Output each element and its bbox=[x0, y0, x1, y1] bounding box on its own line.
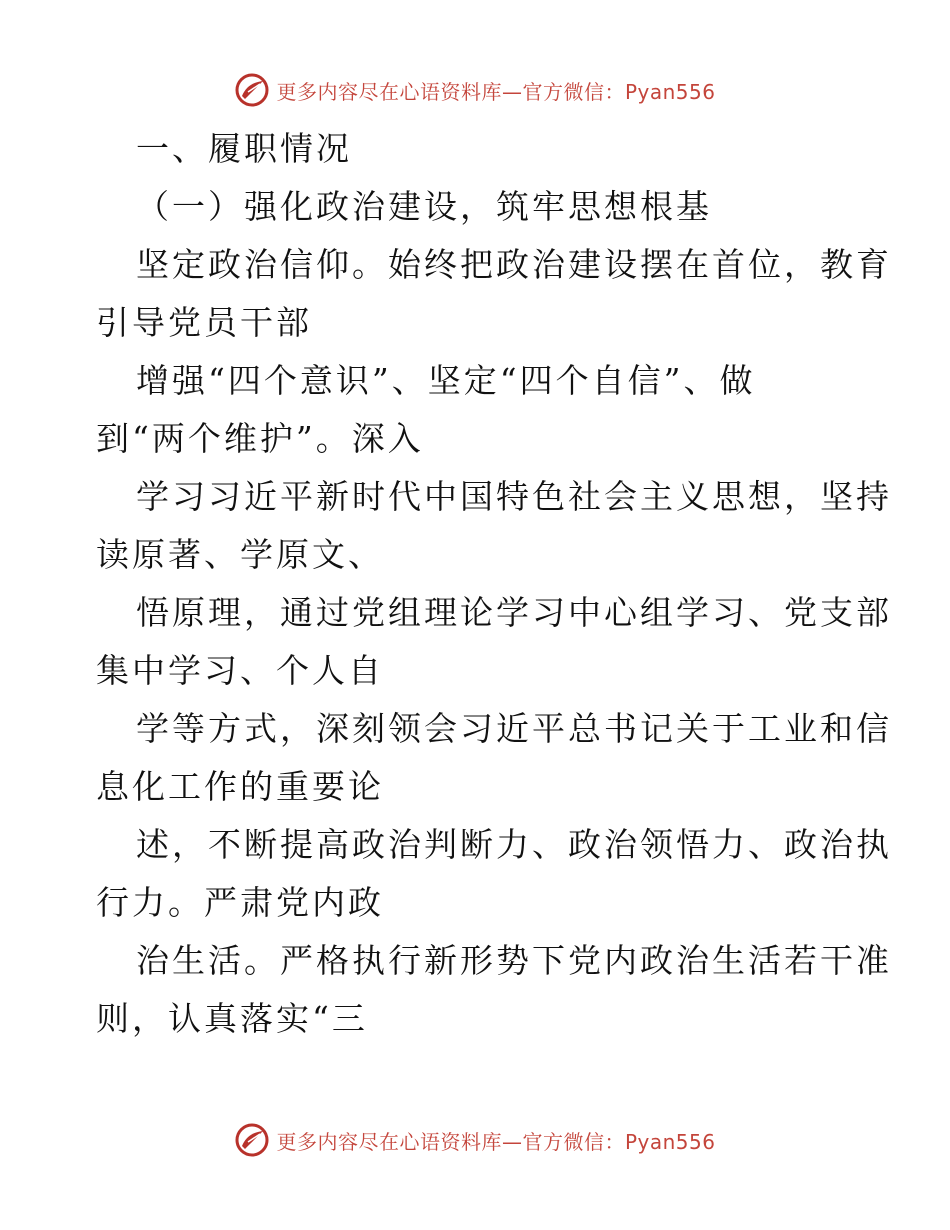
paragraph-line: 学习习近平新时代中国特色社会主义思想，坚持 bbox=[136, 477, 892, 516]
paragraph-line: 悟原理，通过党组理论学习中心组学习、党支部 bbox=[136, 593, 892, 632]
paragraph-line: 一、履职情况 bbox=[136, 129, 352, 168]
paragraph-line: 到“两个维护”。深入 bbox=[96, 419, 424, 458]
paragraph-line: 增强“四个意识”、坚定“四个自信”、做 bbox=[136, 361, 756, 400]
paragraph-line: 行力。严肃党内政 bbox=[96, 883, 384, 922]
paragraph-line: 述，不断提高政治判断力、政治领悟力、政治执 bbox=[136, 825, 892, 864]
paragraph-line: 引导党员干部 bbox=[96, 303, 312, 342]
footer-watermark bbox=[0, 1118, 950, 1162]
watermark-text: 更多内容尽在心语资料库—官方微信：Pyan556 bbox=[276, 79, 716, 104]
paragraph-line: （一）强化政治建设，筑牢思想根基 bbox=[136, 187, 712, 226]
paragraph-line: 学等方式，深刻领会习近平总书记关于工业和信 bbox=[136, 709, 892, 748]
paragraph-line: 集中学习、个人自 bbox=[96, 651, 384, 690]
document-body bbox=[96, 120, 892, 1048]
header-watermark bbox=[0, 68, 950, 112]
paragraph-line: 读原著、学原文、 bbox=[96, 535, 384, 574]
paragraph-line: 则，认真落实“三 bbox=[96, 999, 368, 1038]
watermark-text: 更多内容尽在心语资料库—官方微信：Pyan556 bbox=[276, 1129, 716, 1154]
paragraph-line: 坚定政治信仰。始终把政治建设摆在首位，教育 bbox=[136, 245, 892, 284]
paragraph-line: 治生活。严格执行新形势下党内政治生活若干准 bbox=[136, 941, 892, 980]
brand-logo-icon bbox=[234, 1122, 270, 1158]
brand-logo-icon bbox=[234, 72, 270, 108]
paragraph-line: 息化工作的重要论 bbox=[96, 767, 384, 806]
